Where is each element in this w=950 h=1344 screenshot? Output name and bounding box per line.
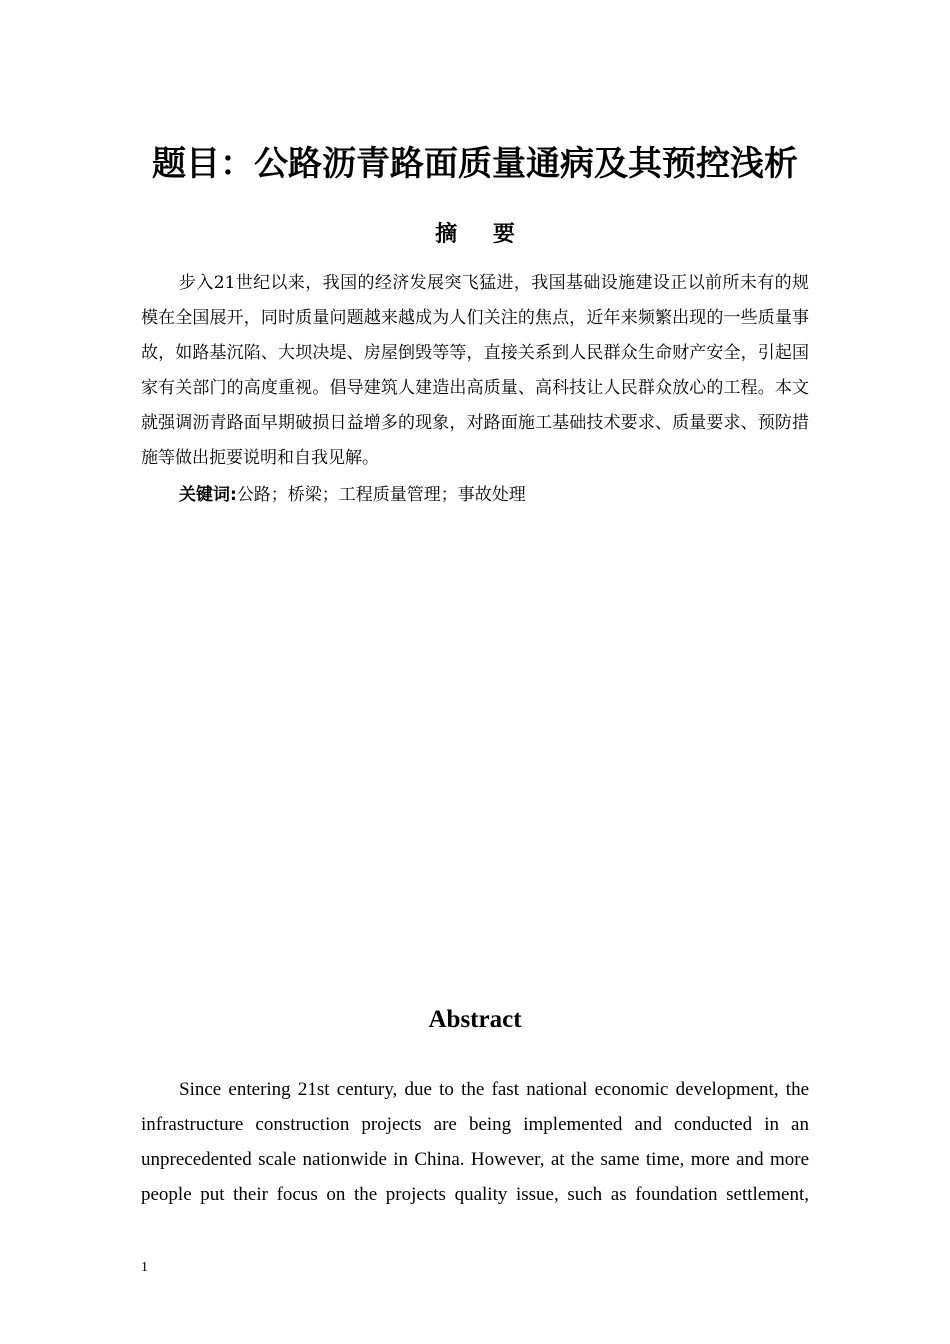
document-title: 题目：公路沥青路面质量通病及其预控浅析 [152, 144, 798, 184]
abstract-body-en: Since entering 21st century, due to the fast national economic development, the infrastructure construction projects are being implemented and conducted in an unprecedented scale nationwide in China. However, at the same time, more and more people put their focus on the projects quality issue, such as foundation settlement, [141, 1079, 809, 1205]
keywords-text: 公路；桥梁；工程质量管理；事故处理 [236, 485, 526, 505]
abstract-heading-cn: 摘 要 [435, 222, 529, 247]
abstract-body-cn: 步入21世纪以来，我国的经济发展突飞猛进，我国基础设施建设正以前所未有的规模在全国展开，同时质量问题越来越成为人们关注的焦点，近年来频繁出现的一些质量事故，如路基沉陷、大坝决堤、房屋倒毁等等，直接关系到人民群众生命财产安全，引起国家有关部门的高度重视。倡导建筑人建造出高质量、高科技让人民群众放心的工程。本文就强调沥青路面早期破损日益增多的现象，对路面施工基础技术要求、质量要求、预防措施等做出扼要说明和自我见解。 [141, 273, 809, 468]
page-number: 1 [141, 1260, 148, 1275]
abstract-heading-en: Abstract [428, 1006, 522, 1033]
keywords-line [141, 478, 809, 513]
keywords-label: 关键词: [179, 485, 237, 505]
